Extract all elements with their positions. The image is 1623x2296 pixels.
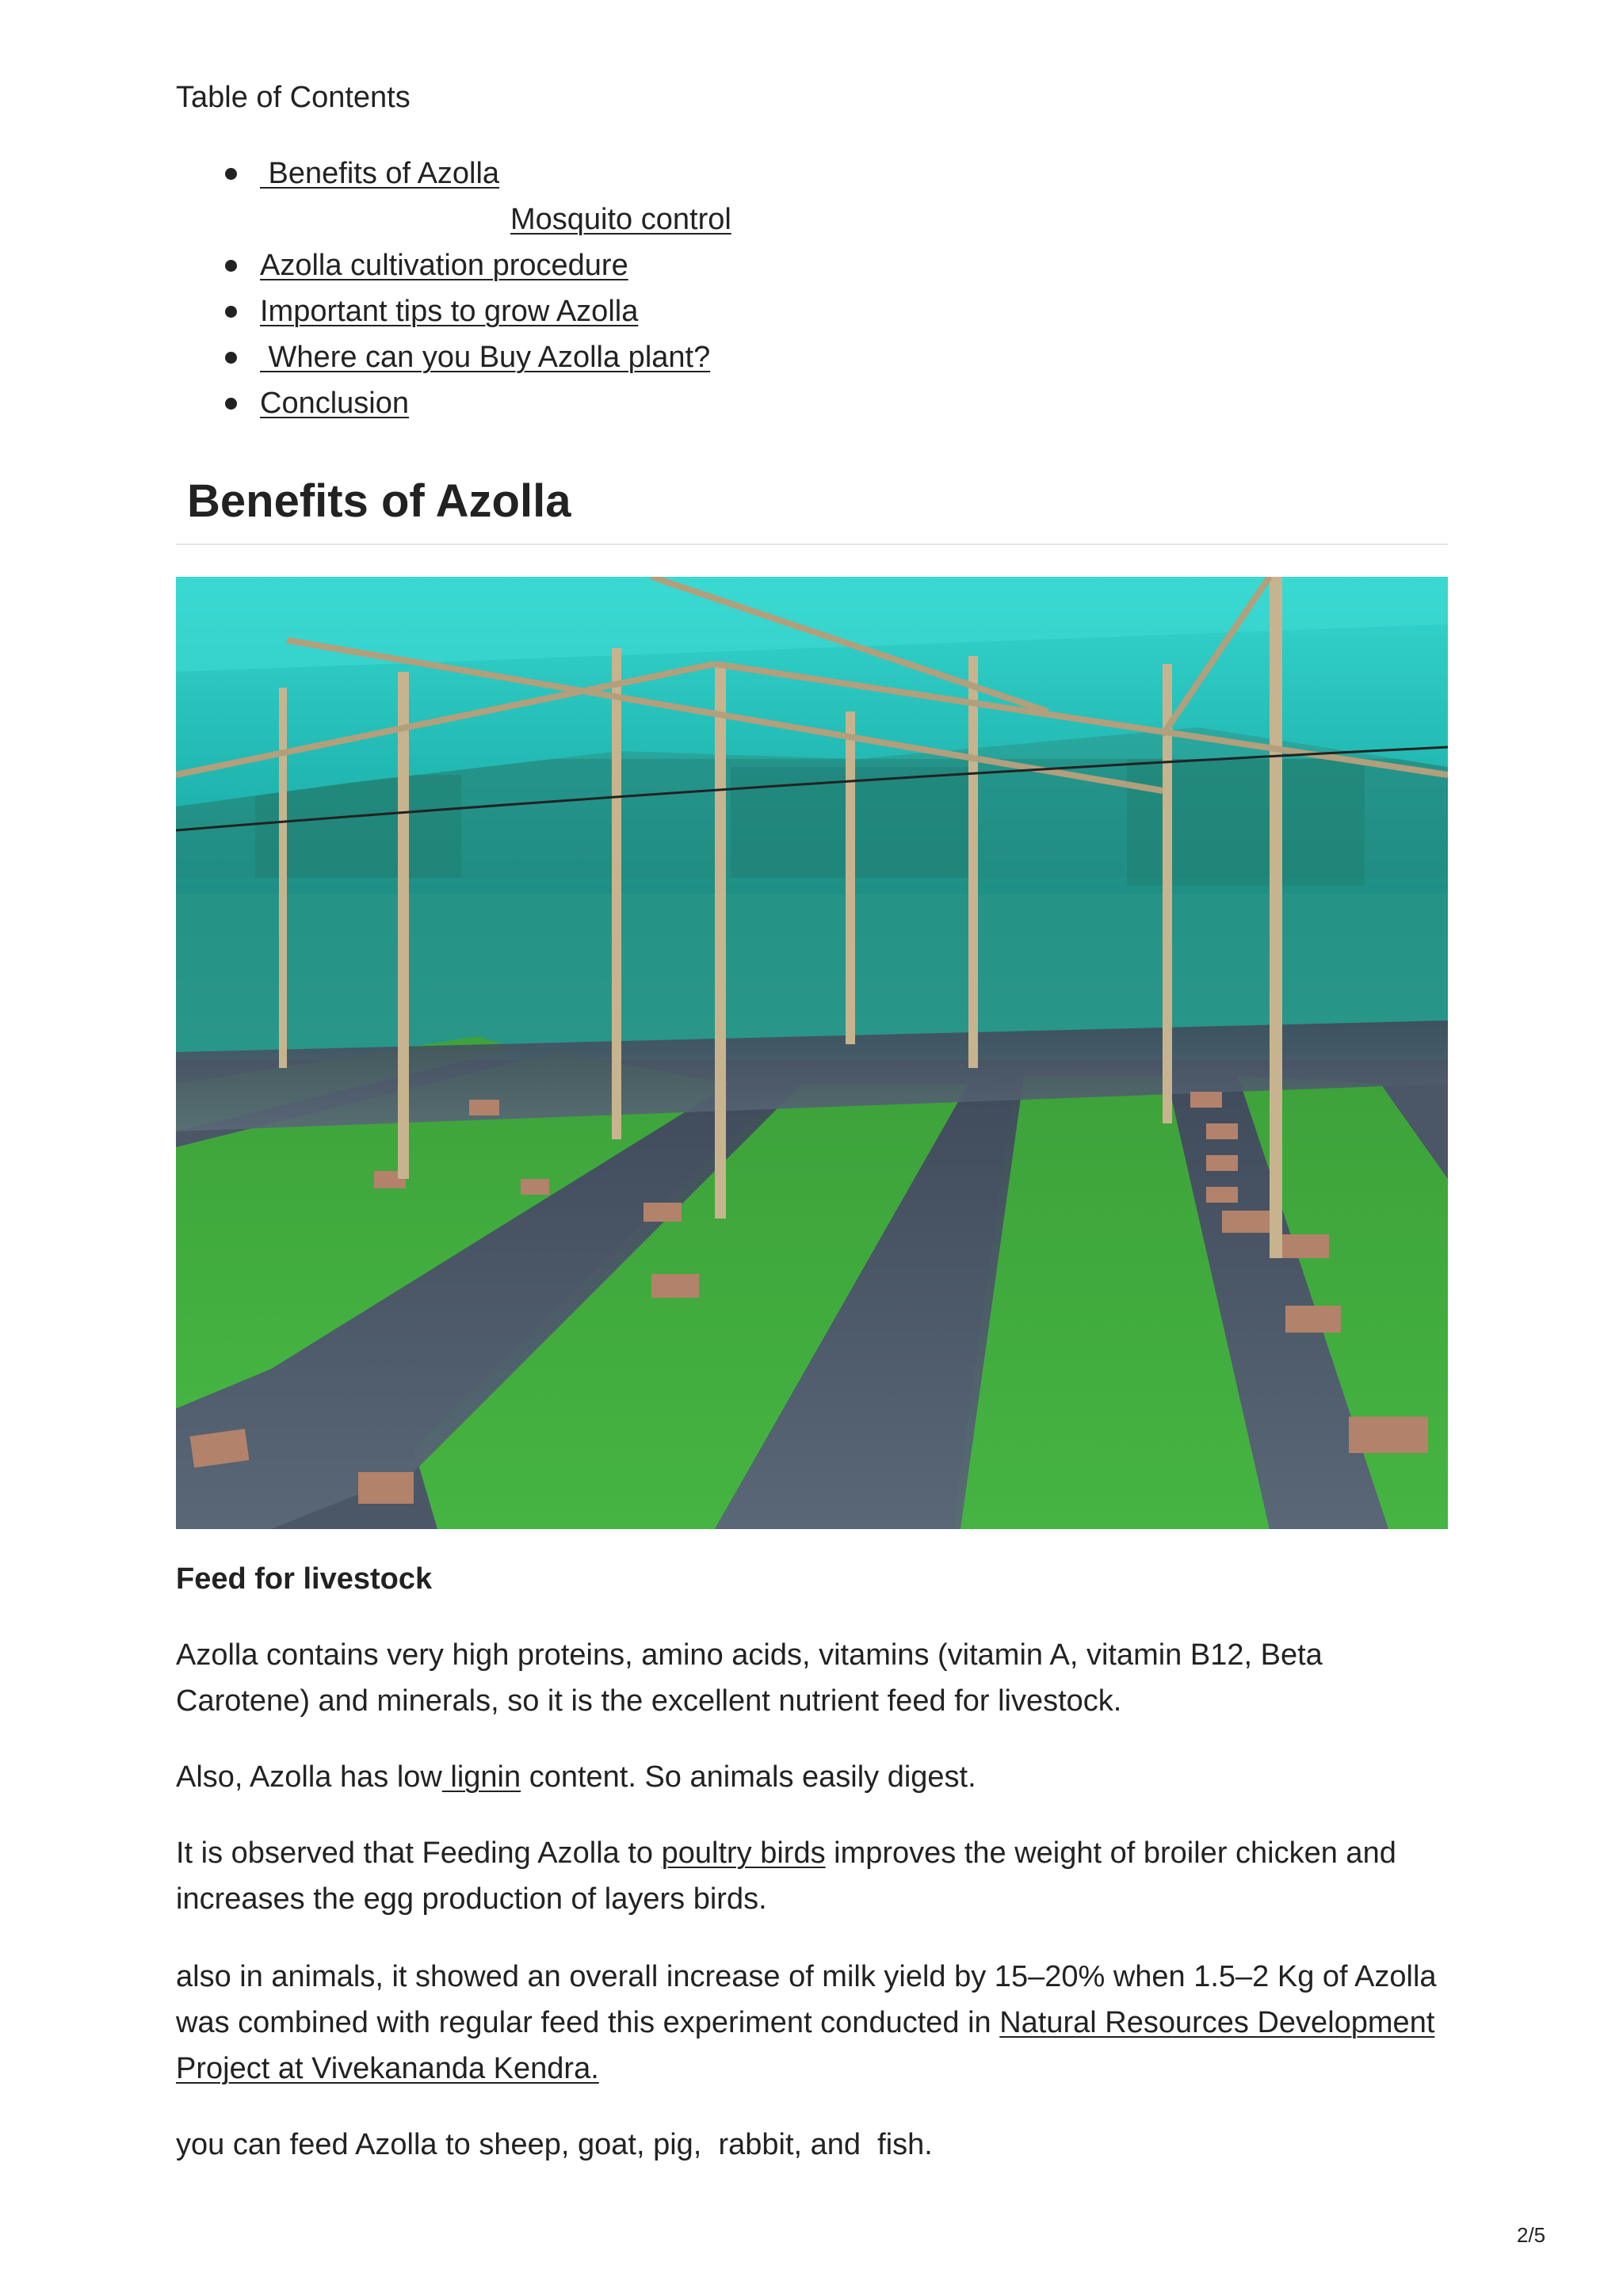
paragraph-text: content. So animals easily digest. [521, 1760, 976, 1794]
toc-item-conclusion [176, 380, 968, 426]
bullet-icon [225, 306, 237, 318]
toc-link-cultivation-procedure[interactable]: Azolla cultivation procedure [260, 249, 628, 282]
bullet-icon [225, 352, 237, 364]
toc-title: Table of Contents [176, 81, 411, 114]
toc-link-where-to-buy[interactable]: Where can you Buy Azolla plant? [260, 341, 711, 374]
paragraph-text: improves the weight of broiler chicken and increases the egg production of layers birds. [176, 1836, 1396, 1916]
paragraph-milk-yield [176, 1954, 1448, 2092]
toc-item-benefits [176, 151, 968, 196]
toc-item-cultivation-procedure [176, 242, 968, 288]
lignin-link[interactable]: lignin [441, 1760, 521, 1794]
heading-divider [176, 543, 1448, 545]
toc-link-mosquito-control[interactable]: Mosquito control [510, 203, 731, 236]
paragraph-text: It is observed that Feeding Azolla to [176, 1836, 662, 1870]
bullet-icon [225, 398, 237, 410]
page-number: 2/5 [1517, 2223, 1546, 2247]
bullet-icon [225, 260, 237, 272]
bullet-icon [225, 168, 237, 180]
toc-link-conclusion[interactable]: Conclusion [260, 387, 409, 420]
paragraph-other-animals: you can feed Azolla to sheep, goat, pig, rabbit, and fish. [176, 2128, 933, 2161]
poultry-birds-link[interactable]: poultry birds [661, 1836, 826, 1870]
paragraph-poultry [176, 1830, 1448, 1922]
toc-list [176, 151, 968, 426]
paragraph-text: Also, Azolla has low [176, 1760, 442, 1794]
toc-item-mosquito-control [176, 196, 968, 242]
vivekananda-kendra-link[interactable]: Natural Resources Development Project at Vivekananda Kendra. [176, 2006, 1435, 2085]
paragraph-nutrients: Azolla contains very high proteins, amino acids, vitamins (vitamin A, vitamin B12, Beta Carotene) and minerals, so it is the excellent nutrient feed for livestock. [176, 1638, 1323, 1718]
toc-link-benefits[interactable]: Benefits of Azolla [260, 157, 500, 190]
paragraph-text: also in animals, it showed an overall increase of milk yield by 15–20% when 1.5–2 Kg of Azolla was combined with regular feed this experiment conducted in [176, 1960, 1437, 2039]
toc-item-where-to-buy [176, 334, 968, 380]
section-heading: Benefits of Azolla [187, 475, 571, 527]
paragraph-lignin [176, 1754, 1448, 1800]
toc-item-important-tips [176, 288, 968, 334]
azolla-farm-photo [176, 577, 1448, 1529]
subheading-feed-for-livestock: Feed for livestock [176, 1562, 433, 1596]
toc-link-important-tips[interactable]: Important tips to grow Azolla [260, 295, 639, 328]
